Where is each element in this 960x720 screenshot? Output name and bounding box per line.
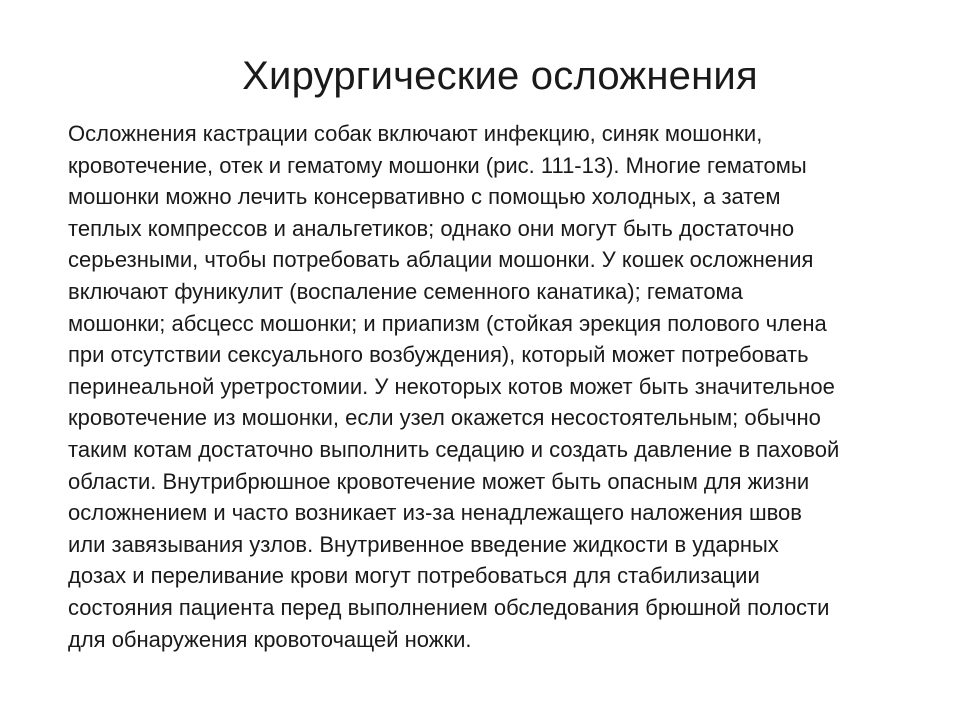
body-text-line: для обнаружения кровоточащей ножки. (68, 626, 472, 652)
body-text-line: состояния пациента перед выполнением обследования брюшной полости (68, 594, 830, 620)
body-text-line: таким котам достаточно выполнить седацию и создать давление в паховой (68, 436, 840, 462)
body-text-line: кровотечение из мошонки, если узел окажется несостоятельным; обычно (68, 405, 821, 431)
body-text-line: мошонки можно лечить консервативно с помощью холодных, а затем (68, 184, 781, 210)
body-text-line: теплых компрессов и анальгетиков; однако они могут быть достаточно (68, 215, 795, 241)
body-text-line: или завязывания узлов. Внутривенное введение жидкости в ударных (68, 531, 779, 557)
body-text-line: включают фуникулит (воспаление семенного канатика); гематома (68, 278, 743, 304)
slide-title: Хирургические осложнения (242, 54, 758, 98)
body-text-line: осложнением и часто возникает из-за ненадлежащего наложения швов (68, 500, 802, 526)
body-text-line: серьезными, чтобы потребовать аблации мошонки. У кошек осложнения (68, 247, 814, 273)
body-text-line: кровотечение, отек и гематому мошонки (рис. 111-13). Многие гематомы (68, 152, 807, 178)
body-text-line: дозах и переливание крови могут потребоваться для стабилизации (68, 563, 760, 589)
body-text-line: при отсутствии сексуального возбуждения), который может потребовать (68, 342, 809, 368)
body-text-line: области. Внутрибрюшное кровотечение может быть опасным для жизни (68, 468, 810, 494)
body-text-line: перинеальной уретростомии. У некоторых котов может быть значительное (68, 373, 835, 399)
body-text-line: мошонки; абсцесс мошонки; и приапизм (стойкая эрекция полового члена (68, 310, 827, 336)
body-text-line: Осложнения кастрации собак включают инфекцию, синяк мошонки, (68, 121, 763, 146)
slide-body-text (68, 118, 908, 655)
